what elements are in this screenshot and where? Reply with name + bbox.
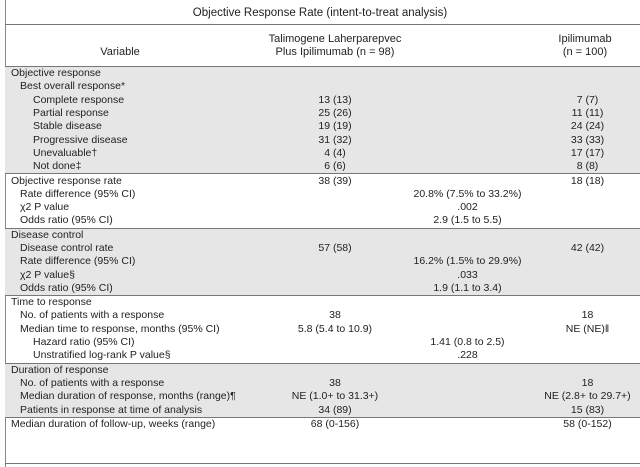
comparison-value xyxy=(400,94,535,107)
combo-value: 38 xyxy=(270,377,400,390)
combo-value: 5.8 (5.4 to 10.9) xyxy=(297,322,373,335)
ipilimumab-value xyxy=(535,255,640,268)
ipilimumab-value: 17 (17) xyxy=(535,147,640,160)
row-label: Median duration of follow-up, weeks (range) xyxy=(5,417,270,431)
comparison-value xyxy=(400,80,535,93)
ipilimumab-value: 18 xyxy=(535,377,640,390)
row-label: No. of patients with a response xyxy=(5,377,270,390)
ipilimumab-value: 7 (7) xyxy=(535,94,640,107)
combo-value: 68 (0-156) xyxy=(270,417,400,431)
comparison-value xyxy=(400,120,535,133)
row-label: Median time to response, months (95% CI) xyxy=(20,322,220,335)
ipilimumab-value xyxy=(535,80,640,93)
table-row xyxy=(5,309,640,322)
ipilimumab-value xyxy=(535,228,640,242)
table-row xyxy=(5,390,640,403)
ipilimumab-value: NE (2.8+ to 29.7+) xyxy=(535,390,640,403)
row-label: Progressive disease xyxy=(5,133,270,146)
table-row xyxy=(5,242,640,255)
row-label: Median duration of response, months (range)¶ xyxy=(5,390,270,403)
ipilimumab-value xyxy=(535,268,640,281)
table-row xyxy=(5,133,640,146)
ipilimumab-value: 11 (11) xyxy=(535,107,640,120)
combo-value xyxy=(270,214,400,228)
table-row xyxy=(5,214,640,228)
table-caption: Objective Response Rate (intent-to-treat analysis) xyxy=(192,7,448,19)
comparison-value xyxy=(400,133,535,146)
comparison-value xyxy=(400,160,535,174)
combo-value xyxy=(270,296,400,310)
comparison-value xyxy=(400,403,535,417)
combo-value: 31 (32) xyxy=(270,133,400,146)
combo-value xyxy=(270,363,400,377)
combo-value xyxy=(270,201,400,214)
table-row xyxy=(5,336,640,349)
comparison-value xyxy=(400,323,535,336)
table-row xyxy=(5,268,640,281)
ipilimumab-value: 15 (83) xyxy=(535,403,640,417)
table-row xyxy=(5,417,640,431)
combo-value: 19 (19) xyxy=(270,120,400,133)
comparison-value xyxy=(400,417,535,431)
comparison-value xyxy=(400,67,535,80)
table-row xyxy=(5,403,640,417)
row-label: Objective response rate xyxy=(5,174,270,188)
table-row xyxy=(5,363,640,377)
comparison-value xyxy=(400,174,535,188)
ipilimumab-value xyxy=(535,201,640,214)
table-row xyxy=(5,67,640,80)
ipilimumab-value xyxy=(535,363,640,377)
ipilimumab-value xyxy=(535,188,640,201)
row-label: Not done‡ xyxy=(5,160,270,174)
row-label: χ2 P value§ xyxy=(5,268,270,281)
comparison-value xyxy=(400,309,535,322)
combo-value xyxy=(270,282,400,296)
row-label: Disease control rate xyxy=(5,242,270,255)
combo-value xyxy=(270,228,400,242)
comparison-value xyxy=(400,390,535,403)
row-label: Rate difference (95% CI) xyxy=(5,255,270,268)
row-label: Best overall response* xyxy=(5,80,270,93)
row-label: Hazard ratio (95% CI) xyxy=(33,336,135,349)
ipilimumab-value: 24 (24) xyxy=(535,120,640,133)
combo-value xyxy=(270,255,400,268)
row-label: Odds ratio (95% CI) xyxy=(5,282,270,296)
combo-value xyxy=(270,67,400,80)
response-table xyxy=(5,67,640,431)
table-row xyxy=(5,323,640,336)
row-label: Odds ratio (95% CI) xyxy=(20,214,113,227)
table-row xyxy=(5,80,640,93)
ipilimumab-value: 33 (33) xyxy=(535,133,640,146)
comparison-value: 20.8% (7.5% to 33.2%) xyxy=(413,187,522,200)
ipilimumab-value: 8 (8) xyxy=(535,160,640,174)
comparison-value: .228 xyxy=(457,349,478,362)
comparison-value xyxy=(400,296,535,310)
comparison-value: 1.41 (0.8 to 2.5) xyxy=(430,336,505,349)
row-label: Duration of response xyxy=(5,363,270,377)
table-row xyxy=(5,107,640,120)
header-combo-line1: Talimogene Laherparepvec xyxy=(268,33,402,45)
comparison-value: 16.2% (1.5% to 29.9%) xyxy=(400,255,535,268)
ipilimumab-value xyxy=(535,349,640,363)
row-label: Patients in response at time of analysis xyxy=(5,403,270,417)
combo-value xyxy=(270,268,400,281)
table-row xyxy=(5,282,640,296)
comparison-value xyxy=(400,363,535,377)
comparison-value: 1.9 (1.1 to 3.4) xyxy=(400,282,535,296)
combo-value: 25 (26) xyxy=(270,107,400,120)
table-row xyxy=(5,228,640,242)
table-row xyxy=(5,174,640,188)
table-row xyxy=(5,201,640,214)
ipilimumab-value xyxy=(535,336,640,349)
ipilimumab-value xyxy=(535,67,640,80)
row-label: No. of patients with a response xyxy=(20,309,165,322)
combo-value xyxy=(270,80,400,93)
table-row xyxy=(5,349,640,363)
combo-value: 38 xyxy=(329,309,341,322)
comparison-value xyxy=(400,107,535,120)
table-row xyxy=(5,188,640,201)
row-label: χ2 P value xyxy=(20,201,70,214)
comparison-value xyxy=(400,377,535,390)
comparison-value: .033 xyxy=(400,268,535,281)
table-row xyxy=(5,120,640,133)
combo-value: 13 (13) xyxy=(270,94,400,107)
combo-value: 4 (4) xyxy=(270,147,400,160)
row-label: Unevaluable† xyxy=(5,147,270,160)
ipilimumab-value: 58 (0-152) xyxy=(535,417,640,431)
row-label: Rate difference (95% CI) xyxy=(20,187,136,200)
combo-value: 6 (6) xyxy=(270,160,400,174)
table-row xyxy=(5,255,640,268)
table-row xyxy=(5,377,640,390)
header-ipi-line2: (n = 100) xyxy=(562,46,608,58)
comparison-value: .002 xyxy=(457,201,478,214)
ipilimumab-value xyxy=(535,296,640,310)
ipilimumab-value: 42 (42) xyxy=(535,242,640,255)
row-label: Partial response xyxy=(5,107,270,120)
comparison-value: 2.9 (1.5 to 5.5) xyxy=(433,214,502,227)
table-row xyxy=(5,147,640,160)
combo-value: NE (1.0+ to 31.3+) xyxy=(270,390,400,403)
row-label: Time to response xyxy=(5,296,270,310)
table-row xyxy=(5,160,640,174)
comparison-value xyxy=(400,228,535,242)
ipilimumab-value: NE (NE)‖ xyxy=(565,322,610,335)
row-label: Disease control xyxy=(5,228,270,242)
combo-value xyxy=(270,349,400,363)
ipilimumab-value: 18 xyxy=(581,309,594,322)
header-variable: Variable xyxy=(100,46,140,58)
ipilimumab-value xyxy=(535,282,640,296)
row-label: Complete response xyxy=(5,94,270,107)
ipilimumab-value xyxy=(535,214,640,228)
comparison-value xyxy=(400,242,535,255)
combo-value: 34 (89) xyxy=(270,403,400,417)
combo-value: 38 (39) xyxy=(270,174,400,188)
comparison-value xyxy=(400,147,535,160)
bottom-rule xyxy=(5,463,640,464)
ipilimumab-value: 18 (18) xyxy=(535,174,640,188)
row-label: Objective response xyxy=(5,67,270,80)
table-row xyxy=(5,94,640,107)
table-row xyxy=(5,296,640,310)
header-ipi-line1: Ipilimumab xyxy=(558,33,612,45)
combo-value: 57 (58) xyxy=(270,242,400,255)
combo-value xyxy=(270,188,400,201)
caption-rule xyxy=(5,24,640,25)
combo-value xyxy=(270,336,400,349)
header-combo-line2: Plus Ipilimumab (n = 98) xyxy=(275,46,395,58)
row-label: Unstratified log-rank P value§ xyxy=(33,349,171,362)
row-label: Stable disease xyxy=(5,120,270,133)
